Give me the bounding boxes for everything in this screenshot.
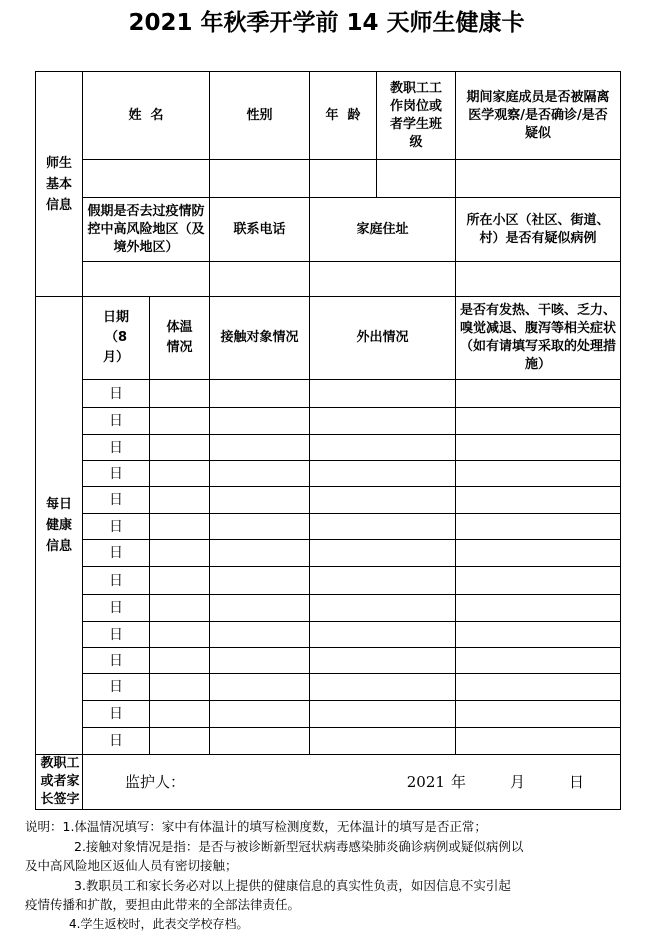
outing-cell[interactable]: [310, 487, 456, 514]
day-cell[interactable]: 日: [83, 595, 150, 622]
contact-cell[interactable]: [210, 622, 310, 648]
symptoms-cell[interactable]: [456, 648, 621, 674]
outing-cell[interactable]: [310, 674, 456, 701]
sign-day-unit: 日: [569, 773, 584, 791]
contact-cell[interactable]: [210, 648, 310, 674]
signature-date: [407, 773, 584, 791]
signature-cell[interactable]: [83, 755, 621, 810]
day-cell[interactable]: 日: [83, 408, 150, 435]
outing-cell[interactable]: [310, 701, 456, 728]
temperature-cell[interactable]: [150, 540, 210, 567]
symptoms-cell[interactable]: [456, 674, 621, 701]
health-card-table: [35, 71, 621, 810]
outing-cell[interactable]: [310, 648, 456, 674]
address-cell[interactable]: [310, 262, 456, 297]
contact-cell[interactable]: [210, 674, 310, 701]
note-2b: 及中高风险地区返仙人员有密切接触；: [25, 856, 635, 876]
note-3a: 3.教职员工和家长务必对以上提供的健康信息的真实性负责，如因信息不实引起: [25, 876, 635, 896]
outing-cell[interactable]: [310, 622, 456, 648]
outing-cell[interactable]: [310, 567, 456, 595]
contact-cell[interactable]: [210, 380, 310, 408]
community-header: 所在小区（社区、街道、村）是否有疑似病例: [456, 198, 621, 262]
daily-row: [36, 487, 621, 514]
day-cell[interactable]: 日: [83, 648, 150, 674]
contact-cell[interactable]: [210, 514, 310, 540]
contact-cell[interactable]: [210, 435, 310, 461]
day-cell[interactable]: 日: [83, 380, 150, 408]
position-cell[interactable]: [377, 160, 456, 198]
symptoms-cell[interactable]: [456, 567, 621, 595]
daily-row: [36, 461, 621, 487]
sign-year: 2021: [407, 773, 445, 791]
isolation-header: 期间家庭成员是否被隔离医学观察/是否确诊/是否疑似: [456, 72, 621, 160]
note-3b: 疫情传播和扩散，要担由此带来的全部法律责任。: [25, 895, 635, 915]
contact-cell[interactable]: [210, 540, 310, 567]
isolation-cell[interactable]: [456, 160, 621, 198]
symptoms-cell[interactable]: [456, 435, 621, 461]
outing-cell[interactable]: [310, 728, 456, 755]
notes: [25, 817, 635, 934]
contact-cell[interactable]: [210, 728, 310, 755]
phone-header: 联系电话: [210, 198, 310, 262]
temperature-cell[interactable]: [150, 595, 210, 622]
daily-row: [36, 622, 621, 648]
community-cell[interactable]: [456, 262, 621, 297]
day-cell[interactable]: 日: [83, 701, 150, 728]
symptoms-cell[interactable]: [456, 728, 621, 755]
day-cell[interactable]: 日: [83, 567, 150, 595]
note-2a: 2.接触对象情况是指：是否与被诊断新型冠状病毒感染肺炎确诊病例或疑似病例以: [25, 837, 635, 857]
temperature-header: 体温情况: [150, 297, 210, 380]
contact-cell[interactable]: [210, 701, 310, 728]
temperature-cell[interactable]: [150, 487, 210, 514]
age-header: 年 龄: [310, 72, 377, 160]
name-header: 姓 名: [83, 72, 210, 160]
day-cell[interactable]: 日: [83, 728, 150, 755]
outing-header: 外出情况: [310, 297, 456, 380]
signature-label: 教职工或者家长签字: [36, 755, 83, 810]
daily-info-label: 每日健康信息: [36, 297, 83, 755]
daily-row: [36, 408, 621, 435]
temperature-cell[interactable]: [150, 701, 210, 728]
contact-cell[interactable]: [210, 595, 310, 622]
date-header: 日期（8月）: [83, 297, 150, 380]
age-cell[interactable]: [310, 160, 377, 198]
daily-row: [36, 701, 621, 728]
note-4: 4.学生返校时，此表交学校存档。: [25, 915, 635, 934]
daily-row: [36, 540, 621, 567]
symptoms-cell[interactable]: [456, 408, 621, 435]
outing-cell[interactable]: [310, 380, 456, 408]
phone-cell[interactable]: [210, 262, 310, 297]
day-cell[interactable]: 日: [83, 622, 150, 648]
daily-row: [36, 648, 621, 674]
day-cell[interactable]: 日: [83, 514, 150, 540]
page-title: 2021 年秋季开学前 14 天师生健康卡: [0, 4, 653, 37]
temperature-cell[interactable]: [150, 567, 210, 595]
outing-cell[interactable]: [310, 461, 456, 487]
contact-cell[interactable]: [210, 408, 310, 435]
contact-cell[interactable]: [210, 567, 310, 595]
travel-cell[interactable]: [83, 262, 210, 297]
outing-cell[interactable]: [310, 514, 456, 540]
outing-cell[interactable]: [310, 435, 456, 461]
daily-row: [36, 674, 621, 701]
outing-cell[interactable]: [310, 408, 456, 435]
temperature-cell[interactable]: [150, 435, 210, 461]
address-header: 家庭住址: [310, 198, 456, 262]
basic-info-label: 师生基本信息: [36, 72, 83, 297]
contact-cell[interactable]: [210, 487, 310, 514]
day-cell[interactable]: 日: [83, 487, 150, 514]
temperature-cell[interactable]: [150, 728, 210, 755]
symptoms-header: 是否有发热、干咳、乏力、嗅觉减退、腹泻等相关症状（如有请填写采取的处理措施）: [456, 297, 621, 380]
daily-row: [36, 435, 621, 461]
sign-year-unit: 年: [451, 773, 466, 791]
symptoms-cell[interactable]: [456, 380, 621, 408]
day-cell[interactable]: 日: [83, 435, 150, 461]
day-cell[interactable]: 日: [83, 674, 150, 701]
symptoms-cell[interactable]: [456, 622, 621, 648]
day-cell[interactable]: 日: [83, 461, 150, 487]
sign-month-unit: 月: [510, 773, 525, 791]
name-cell[interactable]: [83, 160, 210, 198]
temperature-cell[interactable]: [150, 648, 210, 674]
symptoms-cell[interactable]: [456, 487, 621, 514]
symptoms-cell[interactable]: [456, 514, 621, 540]
temperature-cell[interactable]: [150, 674, 210, 701]
note-1: 说明：1.体温情况填写：家中有体温计的填写检测度数，无体温计的填写是否正常；: [25, 817, 635, 837]
position-header: 教职工工作岗位或者学生班级: [377, 72, 456, 160]
temperature-cell[interactable]: [150, 622, 210, 648]
temperature-cell[interactable]: [150, 380, 210, 408]
symptoms-cell[interactable]: [456, 701, 621, 728]
guardian-label: 监护人：: [125, 773, 185, 791]
daily-row: [36, 514, 621, 540]
contact-header: 接触对象情况: [210, 297, 310, 380]
outing-cell[interactable]: [310, 540, 456, 567]
symptoms-cell[interactable]: [456, 595, 621, 622]
day-cell[interactable]: 日: [83, 540, 150, 567]
temperature-cell[interactable]: [150, 408, 210, 435]
outing-cell[interactable]: [310, 595, 456, 622]
symptoms-cell[interactable]: [456, 540, 621, 567]
contact-cell[interactable]: [210, 461, 310, 487]
daily-row: [36, 728, 621, 755]
gender-cell[interactable]: [210, 160, 310, 198]
temperature-cell[interactable]: [150, 514, 210, 540]
daily-row: [36, 380, 621, 408]
gender-header: 性别: [210, 72, 310, 160]
temperature-cell[interactable]: [150, 461, 210, 487]
daily-row: [36, 595, 621, 622]
travel-header: 假期是否去过疫情防控中高风险地区（及境外地区）: [83, 198, 210, 262]
symptoms-cell[interactable]: [456, 461, 621, 487]
daily-row: [36, 567, 621, 595]
